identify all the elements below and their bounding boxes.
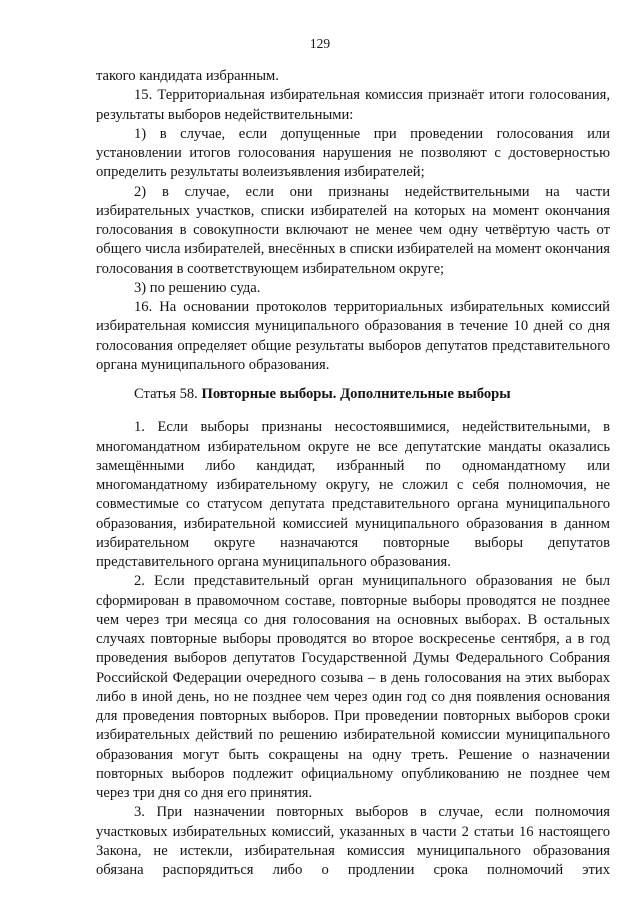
paragraph: 2. Если представительный орган муниципального образования не был сформирован в правомочном составе, повторные выборы проводятся не позднее чем через три месяца со дня голосования на основных выборах. В остальных случаях повторные выборы проводятся во второе воскресенье сентября, а в год проведения выборов депутатов Государственной Думы Федерального Собрания Российской Федерации очередного созыва – в день голосования на этих выборах либо в иной день, но не позднее чем через один год со дня появления основания для проведения повторных выборов. При проведении повторных выборов сроки избирательных действий по решению избирательной комиссии муниципального образования могут быть сокращены на одну треть. Решение о назначении повторных выборов подлежит официальному опубликованию не позднее чем через три дня со дня его принятия. [96,573,610,801]
paragraph: 2) в случае, если они признаны недействительными на части избирательных участков, списки избирателей на которых на момент окончания голосования в совокупности включают не менее чем одну четвёртую часть от общего числа избирателей, внесённых в списки избирателей на момент окончания голосования в соответствующем избирательном округе; [96,183,610,277]
paragraph: 1. Если выборы признаны несостоявшимися, недействительными, в многомандатном избирательном округе не все депутатские мандаты оказались замещёнными либо кандидат, избранный по одномандатному или многомандатному избирательному округу, не сложил с себя полномочия, не совместимые со статусом депутата представительного органа муниципального образования, избирательной комиссией муниципального образования в данном избирательном округе назначаются повторные выборы депутатов представительного органа муниципального образования. [96,419,610,570]
article-heading [96,385,610,404]
page-number: 129 [309,36,331,51]
paragraph: 16. На основании протоколов территориальных избирательных комиссий избирательная комиссия муниципального образования в течение 10 дней со дня голосования определяет общие результаты выборов депутатов представительного органа муниципального образования. [96,299,610,373]
document-body [96,67,610,880]
paragraph: 1) в случае, если допущенные при проведении голосования или установлении итогов голосования нарушения не позволяют с достоверностью определить результаты волеизъявления избирателей; [96,125,610,181]
paragraph: 3. При назначении повторных выборов в случае, если полномочия участковых избирательных комиссий, указанных в части 2 статьи 16 настоящего Закона, не истекли, избирательная комиссия муниципального образования обязана распорядиться либо о продлении срока полномочий этих [96,804,610,878]
paragraph: 3) по решению суда. [134,279,261,296]
paragraph: такого кандидата избранным. [96,68,279,84]
article-prefix: Статья 58. [134,386,198,402]
article-name: Повторные выборы. Дополнительные выборы [201,386,511,402]
paragraph: 15. Территориальная избирательная комиссия признаёт итоги голосования, результаты выборов недействительными: [96,87,610,123]
